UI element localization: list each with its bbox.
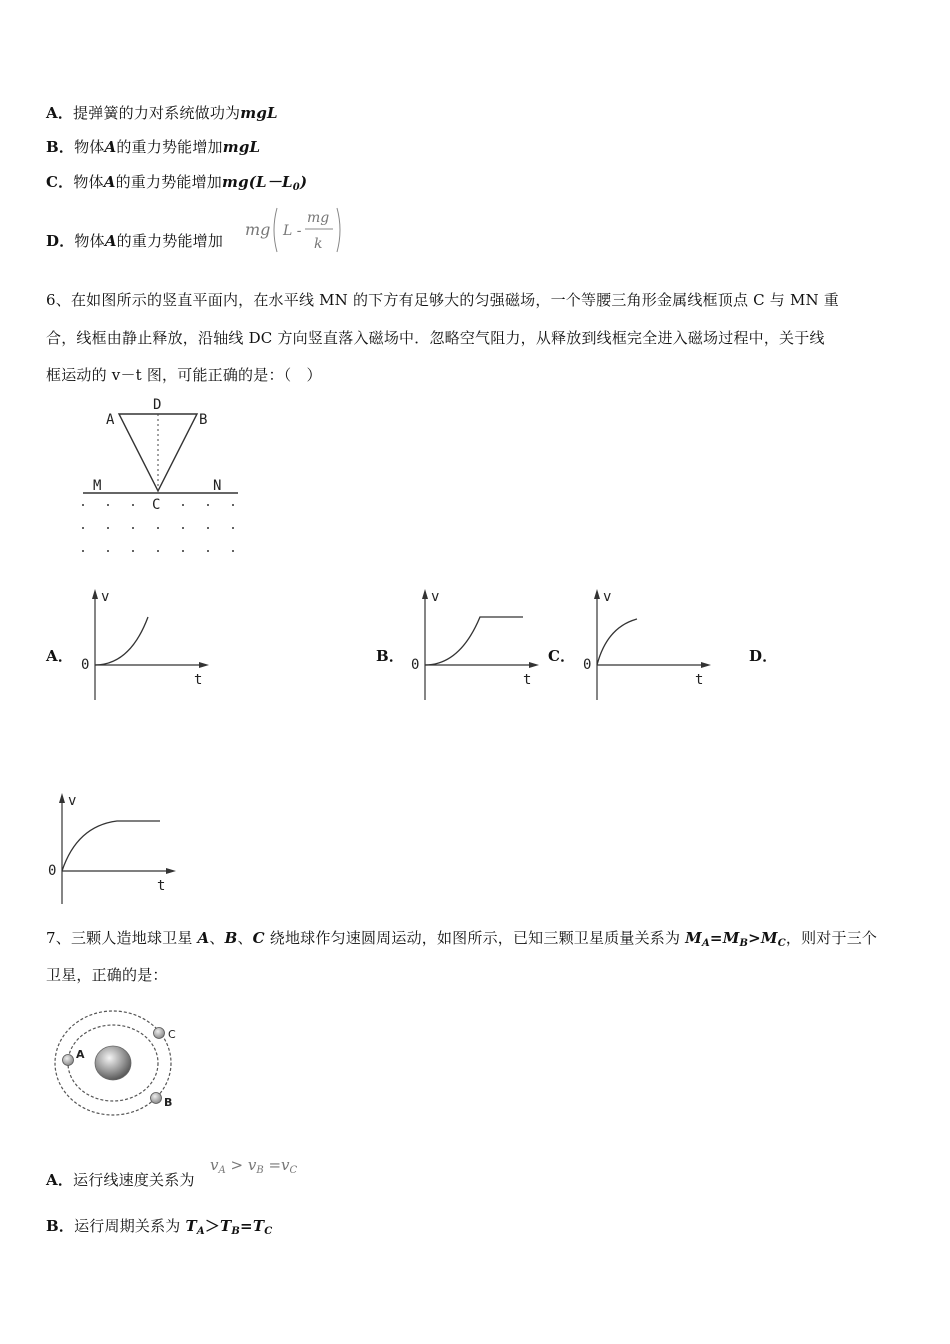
- q6-stem-line2: 合，线框由静止释放，沿轴线 DC 方向竖直落入磁场中．忽略空气阻力，从释放到线框完全进入磁场过程中，关于线: [46, 329, 825, 347]
- separator: 、: [209, 929, 225, 947]
- q5-option-b: [46, 136, 260, 157]
- option-text: 的重力势能增加: [115, 173, 222, 191]
- axis-v-label: v: [101, 589, 110, 605]
- origin-label: 0: [81, 657, 90, 673]
- math-term: mg(L－L: [222, 173, 293, 191]
- mass-term: M: [685, 929, 702, 947]
- math-sub: 0: [292, 182, 300, 193]
- stem-text: ，则对于三个: [785, 929, 878, 947]
- option-text: 的重力势能增加: [116, 232, 224, 250]
- math-term: mgL: [222, 138, 261, 156]
- axis-t-label: t: [157, 878, 166, 894]
- math-term: mgL: [240, 104, 278, 122]
- label-a: A: [106, 412, 115, 428]
- var-c: C: [252, 929, 265, 947]
- option-label: B．: [46, 138, 75, 156]
- math-sub: A: [196, 1226, 205, 1237]
- var: A: [104, 232, 117, 250]
- axis-t-label: t: [695, 672, 704, 688]
- math-t: T: [252, 1217, 265, 1235]
- axis-t-label: t: [194, 672, 203, 688]
- math-v: v: [281, 1156, 290, 1174]
- option-label: D．: [46, 232, 75, 250]
- stem-text: 绕地球作匀速圆周运动，如图所示，已知三颗卫星质量关系为: [264, 929, 686, 947]
- option-label: C．: [46, 173, 74, 191]
- var: A: [104, 138, 117, 156]
- math-sub: A: [218, 1165, 226, 1176]
- option-label: A．: [46, 1171, 74, 1189]
- option-text: 运行线速度关系为: [73, 1171, 195, 1189]
- fraction-denominator: k: [314, 236, 323, 252]
- satellite-c-icon: [154, 1028, 165, 1039]
- math-sub: B: [231, 1226, 241, 1237]
- axis-v-label: v: [431, 589, 440, 605]
- q6-graph-c: [577, 585, 722, 705]
- fraction-numerator: mg: [307, 210, 330, 226]
- option-text: 物体: [74, 232, 105, 250]
- mass-term: >M: [748, 929, 778, 947]
- q5-option-a: [46, 102, 278, 123]
- q7-stem-line1: [46, 927, 877, 949]
- option-text: 的重力势能增加: [116, 138, 223, 156]
- q7-stem-line2: 卫星，正确的是：: [46, 966, 168, 984]
- label-c: C: [168, 1028, 176, 1041]
- q6-triangle-figure: [75, 393, 245, 563]
- axis-v-label: v: [68, 793, 77, 809]
- math-op: >: [225, 1156, 248, 1174]
- separator: 、: [237, 929, 253, 947]
- q6-option-a-label: A．: [46, 647, 74, 665]
- math-op: =: [240, 1217, 253, 1235]
- formula-L: L -: [283, 223, 302, 239]
- formula-mg: mg: [245, 220, 271, 239]
- velocity-curve: [597, 619, 637, 665]
- origin-label: 0: [583, 657, 592, 673]
- velocity-curve: [425, 617, 523, 665]
- math-t: T: [220, 1217, 232, 1235]
- mass-term: =M: [709, 929, 740, 947]
- var-b: B: [224, 929, 238, 947]
- var: A: [103, 173, 116, 191]
- math-sub: B: [256, 1165, 264, 1176]
- option-text: 物体: [73, 173, 104, 191]
- option-text: 运行周期关系为: [74, 1217, 186, 1235]
- label-c: C: [152, 497, 161, 513]
- option-label: A．: [46, 104, 74, 122]
- var-a: A: [197, 929, 210, 947]
- math-op: ＞: [204, 1217, 221, 1235]
- satellite-b-icon: [151, 1093, 162, 1104]
- q7-option-b: [46, 1215, 272, 1237]
- q7-option-a: [46, 1169, 195, 1190]
- label-b: B: [164, 1096, 173, 1109]
- mass-sub: C: [777, 938, 786, 949]
- q6-graph-a: [75, 585, 220, 705]
- label-b: B: [199, 412, 208, 428]
- option-label: B．: [46, 1217, 75, 1235]
- axis-v-label: v: [603, 589, 612, 605]
- velocity-curve: [62, 821, 160, 871]
- velocity-curve: [95, 617, 148, 665]
- origin-label: 0: [48, 863, 57, 879]
- q6-graph-d: [42, 789, 187, 909]
- math-term: ): [299, 173, 308, 191]
- q6-stem-line3: 框运动的 v－t 图，可能正确的是：（ ）: [46, 366, 322, 384]
- label-d: D: [153, 397, 162, 413]
- math-v: v: [247, 1156, 257, 1174]
- satellite-a-icon: [63, 1055, 74, 1066]
- label-m: M: [93, 478, 102, 494]
- math-sub: C: [264, 1226, 273, 1237]
- q6-graph-b: [405, 585, 550, 705]
- q5-option-d: [46, 230, 223, 251]
- math-op: =: [263, 1156, 282, 1174]
- q6-option-c-label: C．: [548, 647, 576, 665]
- math-v: v: [210, 1156, 219, 1174]
- label-a: A: [76, 1048, 85, 1061]
- q7-orbit-figure: [50, 1005, 190, 1125]
- origin-label: 0: [411, 657, 420, 673]
- earth-icon: [95, 1046, 131, 1080]
- q5-option-d-formula: [243, 204, 353, 256]
- math-t: T: [185, 1217, 197, 1235]
- q6-option-d-label: D．: [749, 647, 778, 665]
- option-text: 提弹簧的力对系统做功为: [73, 104, 241, 122]
- mass-sub: B: [739, 938, 749, 949]
- q6-stem-line1: 6、在如图所示的竖直平面内，在水平线 MN 的下方有足够大的匀强磁场，一个等腰三角形金属线框顶点 C 与 MN 重: [46, 291, 840, 309]
- stem-text: 7、三颗人造地球卫星: [46, 929, 198, 947]
- mass-sub: A: [701, 938, 710, 949]
- option-text: 物体: [74, 138, 105, 156]
- q7-option-a-formula: [210, 1156, 297, 1176]
- q5-option-c: [46, 171, 307, 193]
- q6-option-b-label: B．: [376, 647, 405, 665]
- axis-t-label: t: [523, 672, 532, 688]
- label-n: N: [213, 478, 222, 494]
- math-sub: C: [289, 1165, 298, 1176]
